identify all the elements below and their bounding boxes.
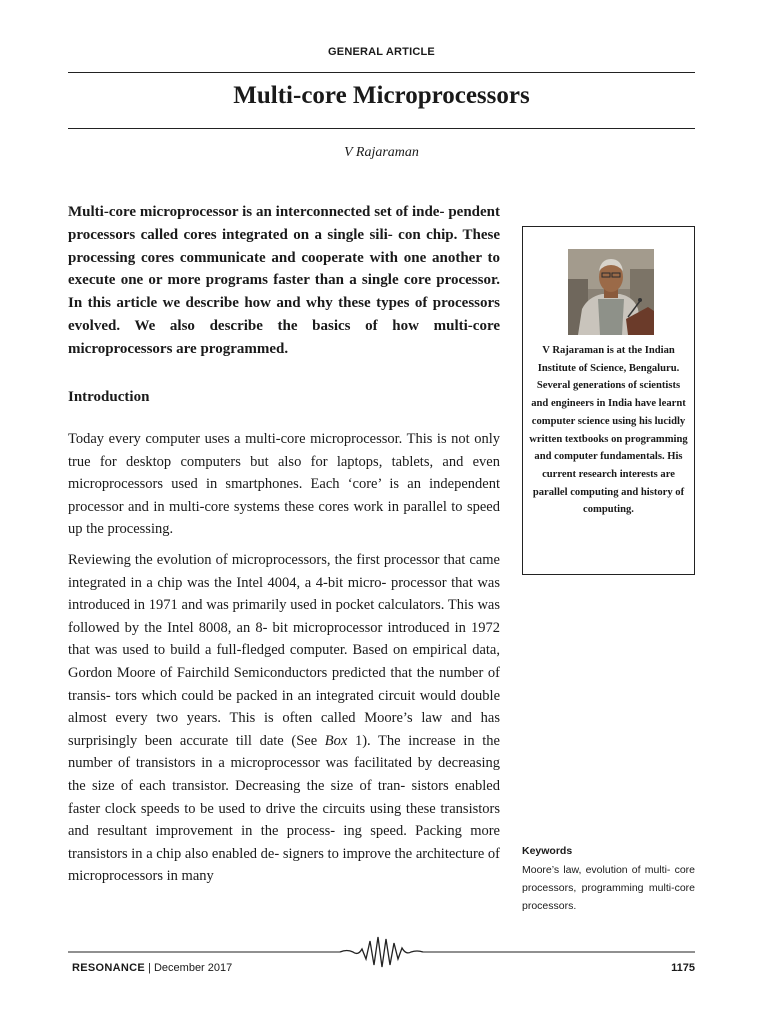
article-title: Multi-core Microprocessors xyxy=(233,82,530,109)
author-name: V Rajaraman xyxy=(344,145,419,160)
page-number: 1175 xyxy=(671,962,695,974)
box-reference: Box xyxy=(324,732,348,749)
body-paragraph-1: Today every computer uses a multi-core microprocessor. This is not only true for desktop computers but also for laptops, tablets, and even microprocessors used in smartphones. Each ‘core’ is an independent processor and in multi-core systems these cores work in parallel to speed up the processing. xyxy=(68,431,500,538)
header-rule-bottom xyxy=(68,128,695,129)
section-label: GENERAL ARTICLE xyxy=(328,46,435,58)
section-heading-introduction: Introduction xyxy=(68,389,150,405)
abstract: Multi-core microprocessor is an interconnected set of inde- pendent processors called cores integrated on a single sili- con chip. These processing cores communicate and cooperate with one another to execute one or more programs faster than a single core processor. In this article we describe how and why these types of processors evolved. We also describe the basics of how multi-core microprocessors are programmed. xyxy=(68,204,500,357)
issue-date: December 2017 xyxy=(153,962,233,974)
keywords-heading: Keywords xyxy=(522,845,573,857)
author-bio-box xyxy=(522,226,695,575)
header-rule-top xyxy=(68,72,695,73)
footer-journal-info xyxy=(72,962,232,974)
journal-name: RESONANCE xyxy=(72,962,145,974)
paragraph-text: 1). The increase in the number of transistors in a microprocessor was facilitated by decreasing the size of each transistor. Decreasing the size of tran- sistors enabled faster clock speeds to be used to drive the circuits using these transistors and resultant improvement in the process- ing speed. Packing more transistors in a chip also enabled de- signers to improve the architecture of microprocessors in many xyxy=(68,732,500,885)
footer-separator: | xyxy=(145,962,154,974)
body-paragraph-2 xyxy=(68,549,500,888)
paragraph-text: Reviewing the evolution of microprocessors, the first processor that came integrated in a chip was the Intel 4004, a 4-bit micro- processor that was introduced in 1971 and was primarily used in pocket calculators. This was followed by the Intel 8008, an 8- bit microprocessor introduced in 1972 that was used to build a full-fledged computer. Based on empirical data, Gordon Moore of Fairchild Semiconductors predicted that the number of transis- tors which could be packed in an integrated circuit would double almost every two years. This is often called Moore’s law and has surprisingly been accurate till date (See xyxy=(68,552,500,749)
keywords-text: Moore’s law, evolution of multi- core processors, programming multi-core processors. xyxy=(522,864,695,912)
author-bio-text: V Rajaraman is at the Indian Institute of Science, Bengaluru. Several generations of scientists and engineers in India have learnt computer science using his lucidly written textbooks on programming and computer fundamentals. His current research interests are parallel computing and history of computing. xyxy=(529,345,688,516)
author-photo xyxy=(568,249,654,335)
